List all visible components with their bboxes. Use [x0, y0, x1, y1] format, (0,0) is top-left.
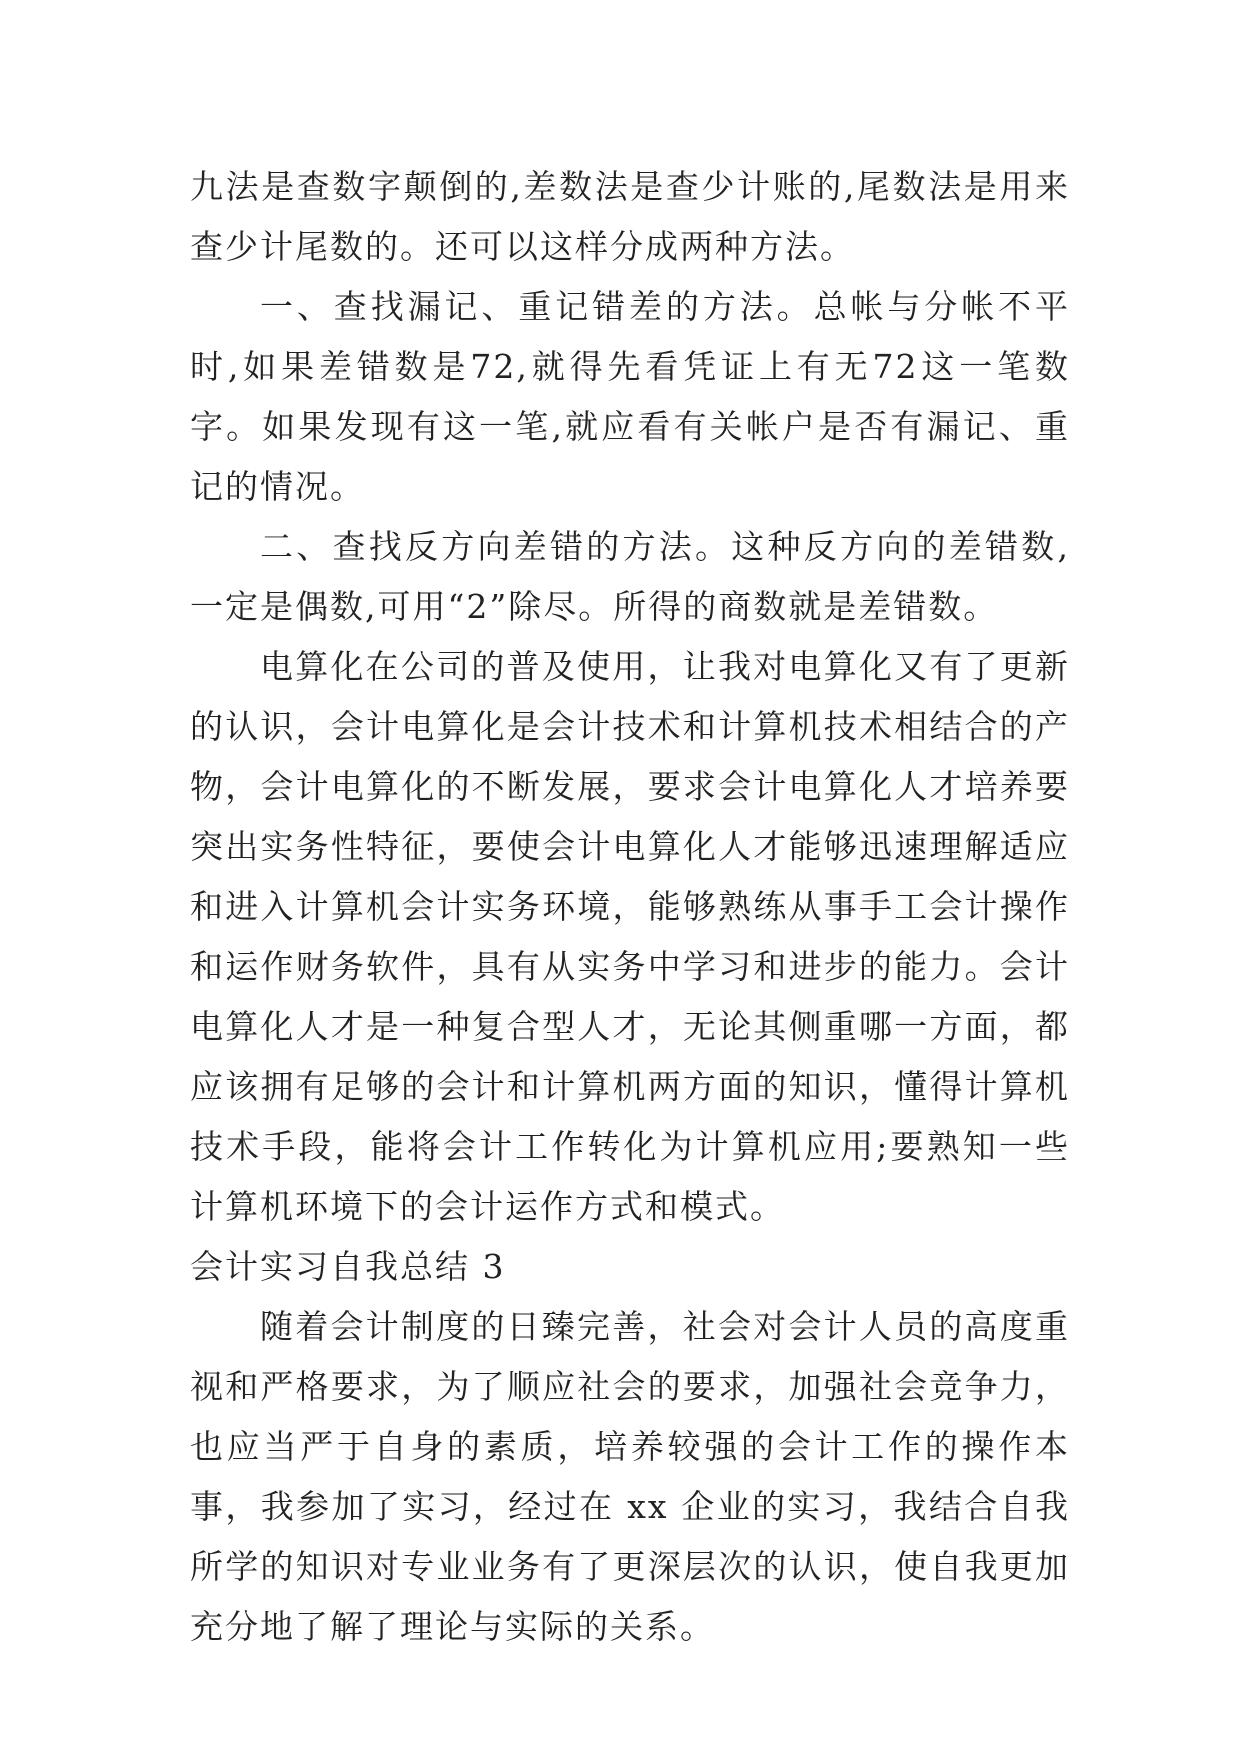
paragraph-computerization: 电算化在公司的普及使用，让我对电算化又有了更新的认识，会计电算化是会计技术和计算机技术相结合的产物，会计电算化的不断发展，要求会计电算化人才培养要突出实务性特征，要使会计电算化人才能够迅速理解适应和进入计算机会计实务环境，能够熟练从事手工会计操作和运作财务软件，具有从实务中学习和进步的能力。会计电算化人才是一种复合型人才，无论其侧重哪一方面，都应该拥有足够的会计和计算机两方面的知识，懂得计算机技术手段，能将会计工作转化为计算机应用;要熟知一些计算机环境下的会计运作方式和模式。 [190, 647, 1070, 1226]
paragraph-internship-intro: 随着会计制度的日臻完善，社会对会计人员的高度重视和严格要求，为了顺应社会的要求，加强社会竞争力，也应当严于自身的素质，培养较强的会计工作的操作本事，我参加了实习，经过在 xx 企业的实习，我结合自我所学的知识对专业业务有了更深层次的认识，使自我更加充分地了解了理论与实际的关系。 [190, 1307, 1070, 1646]
paragraph-method-one: 一、查找漏记、重记错差的方法。总帐与分帐不平时,如果差错数是72,就得先看凭证上有无72这一笔数字。如果发现有这一笔,就应看有关帐户是否有漏记、重记的情况。 [190, 287, 1070, 506]
paragraph-method-two: 二、查找反方向差错的方法。这种反方向的差错数,一定是偶数,可用“2”除尽。所得的商数就是差错数。 [190, 527, 1070, 626]
document-body [190, 157, 1070, 1657]
section-title: 会计实习自我总结 3 [190, 1247, 506, 1286]
paragraph-continuation: 九法是查数字颠倒的,差数法是查少计账的,尾数法是用来查少计尾数的。还可以这样分成两种方法。 [190, 167, 1070, 266]
